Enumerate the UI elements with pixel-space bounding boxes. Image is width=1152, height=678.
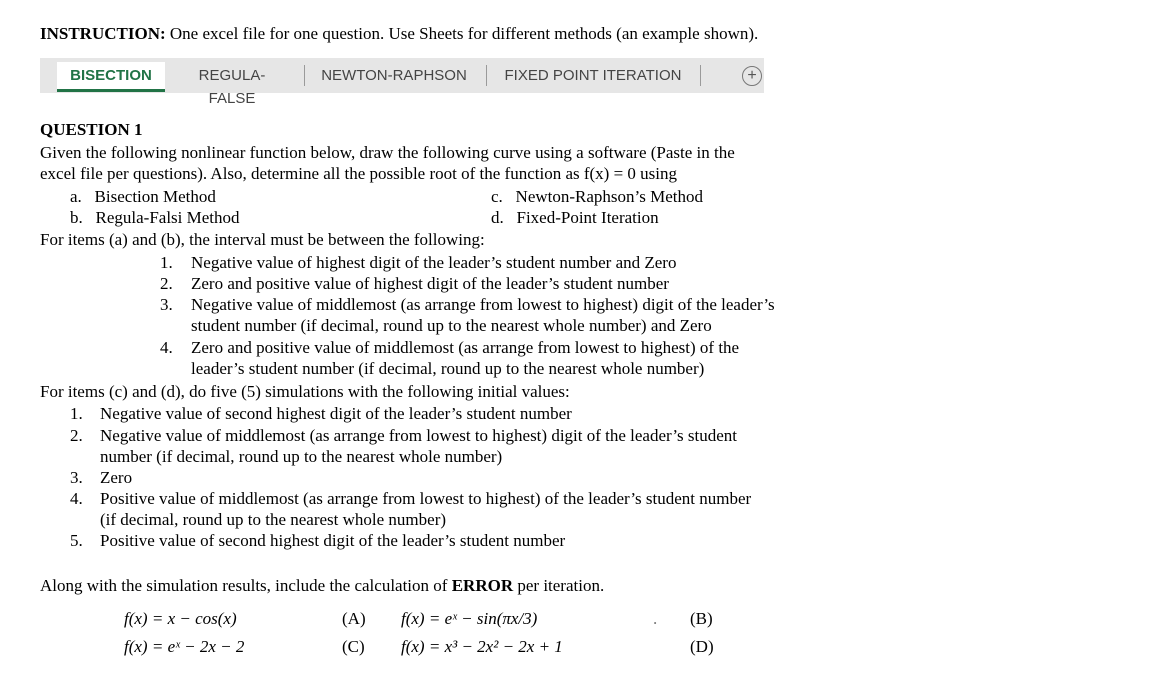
cd-item-text: Positive value of second highest digit of the leader’s student number xyxy=(100,531,566,550)
function-b-label: (B) xyxy=(690,609,713,628)
method-item: d. Fixed-Point Iteration xyxy=(491,208,659,227)
tab-divider xyxy=(700,65,701,86)
ab-item-marker: 3. xyxy=(160,295,173,314)
cd-item-text: Negative value of second highest digit of the leader’s student number xyxy=(100,404,572,423)
cd-heading: For items (c) and (d), do five (5) simulations with the following initial values: xyxy=(40,382,570,401)
function-c-label: (C) xyxy=(342,637,365,656)
ab-item-marker: 2. xyxy=(160,274,173,293)
function-c: f(x) = eˣ − 2x − 2 xyxy=(124,637,245,656)
ab-item-marker: 4. xyxy=(160,338,173,357)
cd-item-marker: 2. xyxy=(70,426,83,445)
ab-item-marker: 1. xyxy=(160,253,173,272)
instruction-label: INSTRUCTION: xyxy=(40,24,166,43)
method-item: a. Bisection Method xyxy=(70,187,216,206)
function-a: f(x) = x − cos(x) xyxy=(124,609,237,628)
function-b: f(x) = eˣ − sin(πx/3) xyxy=(401,609,538,628)
tab-bisection[interactable]: BISECTION xyxy=(57,62,165,92)
ab-item-text: Negative value of middlemost (as arrange from lowest to highest) digit of the leader’s xyxy=(191,295,775,314)
question-intro-line-1: Given the following nonlinear function below, draw the following curve using a software (Paste in the xyxy=(40,143,735,162)
ab-item-text: Zero and positive value of highest digit of the leader’s student number xyxy=(191,274,669,293)
question-intro-line-2: excel file per questions). Also, determine all the possible root of the function as f(x) = 0 using xyxy=(40,164,678,183)
stray-mark: . xyxy=(653,609,658,628)
ab-item-text-cont: leader’s student number (if decimal, round up to the nearest whole number) xyxy=(191,359,705,378)
error-note: Along with the simulation results, include the calculation of ERROR per iteration. xyxy=(40,576,605,595)
ab-item-text: Negative value of highest digit of the leader’s student number and Zero xyxy=(191,253,677,272)
cd-item-text: Zero xyxy=(100,468,133,487)
cd-item-marker: 5. xyxy=(70,531,83,550)
tab-divider xyxy=(486,65,487,86)
instruction-text: One excel file for one question. Use Sheets for different methods (an example shown). xyxy=(165,24,759,43)
ab-item-text: Zero and positive value of middlemost (as arrange from lowest to highest) of the xyxy=(191,338,740,357)
cd-item-text-cont: number (if decimal, round up to the nearest whole number) xyxy=(100,447,503,466)
add-sheet-icon[interactable]: + xyxy=(742,66,762,86)
instruction-line xyxy=(40,24,758,44)
cd-item-text-cont: (if decimal, round up to the nearest whole number) xyxy=(100,510,447,529)
cd-item-text: Positive value of middlemost (as arrange from lowest to highest) of the leader’s student number xyxy=(100,489,752,508)
tab-fixed-point-iteration[interactable]: FIXED POINT ITERATION xyxy=(504,67,682,84)
sheet-tab-bar xyxy=(40,58,764,107)
method-item: c. Newton-Raphson’s Method xyxy=(491,187,704,206)
function-d-label: (D) xyxy=(690,637,714,656)
function-a-label: (A) xyxy=(342,609,366,628)
question-title: QUESTION 1 xyxy=(40,120,143,139)
tab-regula-false[interactable]: REGULA-FALSE xyxy=(198,67,266,107)
cd-item-text: Negative value of middlemost (as arrange from lowest to highest) digit of the leader’s student xyxy=(100,426,738,445)
ab-heading: For items (a) and (b), the interval must be between the following: xyxy=(40,230,485,249)
cd-item-marker: 3. xyxy=(70,468,83,487)
function-d: f(x) = x³ − 2x² − 2x + 1 xyxy=(401,637,563,656)
cd-item-marker: 1. xyxy=(70,404,83,423)
method-item: b. Regula-Falsi Method xyxy=(70,208,240,227)
tab-newton-raphson[interactable]: NEWTON-RAPHSON xyxy=(321,67,467,84)
ab-item-text-cont: student number (if decimal, round up to the nearest whole number) and Zero xyxy=(191,316,712,335)
cd-item-marker: 4. xyxy=(70,489,83,508)
tab-divider xyxy=(304,65,305,86)
